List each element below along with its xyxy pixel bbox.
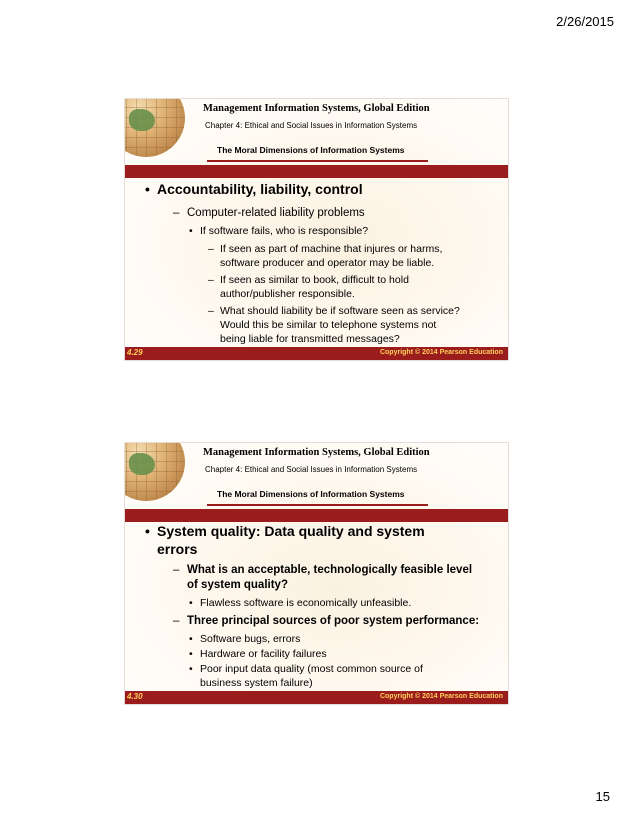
bullet-level-3: Software bugs, errors	[200, 633, 301, 645]
slide-header-title: Management Information Systems, Global Edition	[203, 447, 430, 458]
bullet-level-4-cont: Would this be similar to telephone systems not	[220, 319, 437, 331]
bullet-level-4-cont: author/publisher responsible.	[220, 288, 355, 300]
bullet-level-4: If seen as part of machine that injures or harms,	[220, 243, 443, 255]
dash-marker: –	[208, 274, 214, 286]
slide-number: 4.29	[127, 348, 143, 357]
bullet-level-3: If software fails, who is responsible?	[200, 225, 369, 237]
bullet-level-3: Poor input data quality (most common source of	[200, 663, 423, 675]
bullet-level-4-cont: being liable for transmitted messages?	[220, 333, 400, 345]
bullet-level-2-cont: of system quality?	[187, 579, 288, 591]
header-divider	[207, 160, 428, 162]
dash-marker: –	[208, 243, 214, 255]
bullet-marker: •	[189, 225, 193, 237]
bullet-level-3-cont: business system failure)	[200, 677, 313, 689]
slide-4-29	[125, 99, 508, 360]
dash-marker: –	[173, 615, 180, 627]
bullet-marker: •	[145, 181, 150, 197]
slide-section-title: The Moral Dimensions of Information Systems	[217, 145, 405, 155]
slide-chapter-title: Chapter 4: Ethical and Social Issues in Information Systems	[205, 121, 418, 130]
slide-chapter-title: Chapter 4: Ethical and Social Issues in Information Systems	[205, 465, 418, 474]
bullet-level-2: What is an acceptable, technologically feasible level	[187, 564, 473, 576]
footer-bar	[125, 347, 508, 360]
bullet-level-4: What should liability be if software seen as service?	[220, 305, 460, 317]
bullet-level-2: Three principal sources of poor system performance:	[187, 615, 480, 627]
bullet-marker: •	[189, 633, 193, 645]
bullet-level-1: System quality: Data quality and system	[157, 523, 425, 539]
bullet-level-4: If seen as similar to book, difficult to hold	[220, 274, 409, 286]
slide-section-title: The Moral Dimensions of Information Systems	[217, 489, 405, 499]
header-bar	[125, 165, 508, 178]
header-bar	[125, 509, 508, 522]
slide-header-title: Management Information Systems, Global Edition	[203, 103, 430, 114]
dash-marker: –	[173, 564, 180, 576]
dash-marker: –	[208, 305, 214, 317]
copyright-text: Copyright © 2014 Pearson Education	[379, 693, 503, 700]
bullet-level-2: Computer-related liability problems	[187, 207, 365, 219]
slide-number: 4.30	[127, 692, 143, 701]
bullet-marker: •	[189, 597, 193, 609]
bullet-level-1-cont: errors	[157, 541, 198, 557]
bullet-level-4-cont: software producer and operator may be liable.	[220, 257, 435, 269]
bullet-marker: •	[189, 648, 193, 660]
bullet-level-3: Flawless software is economically unfeasible.	[200, 597, 412, 609]
bullet-level-1: Accountability, liability, control	[157, 181, 363, 197]
page-number: 15	[595, 789, 610, 804]
bullet-marker: •	[145, 523, 150, 539]
bullet-marker: •	[189, 663, 193, 675]
copyright-text: Copyright © 2014 Pearson Education	[379, 349, 503, 356]
footer-bar	[125, 691, 508, 704]
header-divider	[207, 504, 428, 506]
page-date: 2/26/2015	[556, 14, 614, 29]
dash-marker: –	[173, 207, 180, 219]
slide-4-30	[125, 443, 508, 704]
bullet-level-3: Hardware or facility failures	[200, 648, 327, 660]
